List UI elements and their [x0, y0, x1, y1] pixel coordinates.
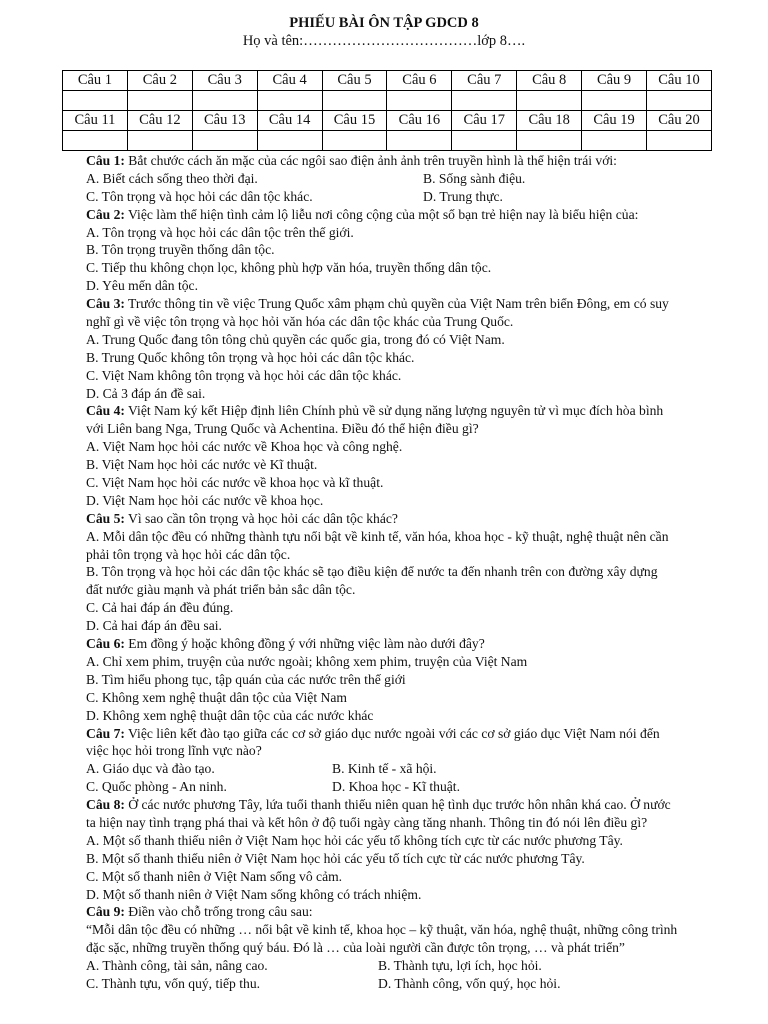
answer-cell[interactable]	[127, 131, 192, 151]
question-5-stem	[86, 510, 746, 528]
question-text: Ở các nước phương Tây, lứa tuổi thanh thiếu niên quan hệ tình dục trước hôn nhân khá cao. Ở nước	[124, 797, 671, 813]
answer-cell[interactable]	[63, 91, 128, 111]
option-c: C. Tôn trọng và học hỏi các dân tộc khác.	[86, 188, 313, 204]
question-label: Câu 5:	[86, 510, 125, 526]
option-d: D. Không xem nghệ thuật dân tộc của các nước khác	[86, 707, 374, 723]
question-text: Bắt chước cách ăn mặc của các ngôi sao điện ảnh ảnh trên truyền hình là thể hiện trái với:	[124, 153, 617, 168]
question-label: Câu 9:	[86, 904, 125, 920]
answer-cell[interactable]	[257, 91, 322, 111]
option-b: B. Một số thanh thiếu niên ở Việt Nam học hỏi các yếu tố tích cực từ các nước phương Tây.	[86, 850, 585, 866]
question-label: Câu 8:	[86, 797, 125, 813]
option-d: D. Một số thanh niên ở Việt Nam sống không có trách nhiệm.	[86, 886, 422, 902]
option-b: B. Tìm hiểu phong tục, tập quán của các nước trên thế giới	[86, 671, 406, 687]
question-9-stem	[86, 903, 746, 921]
question-text: Việc liên kết đào tạo giữa các cơ sở giáo dục nước ngoài với các cơ sở giáo dục Việt Nam nói đến	[124, 725, 660, 741]
answer-cell[interactable]	[192, 91, 257, 111]
answer-cell[interactable]	[387, 131, 452, 151]
option-b-continued: đất nước giàu mạnh và phát triển bản sắc dân tộc.	[86, 582, 356, 598]
answer-header-cell: Câu 11	[63, 111, 128, 131]
option-d: D. Yêu mến dân tộc.	[86, 278, 198, 294]
answer-header-cell: Câu 17	[452, 111, 517, 131]
answer-header-cell: Câu 4	[257, 71, 322, 91]
answer-cell[interactable]	[517, 91, 582, 111]
question-1-stem	[86, 152, 746, 170]
answer-header-cell: Câu 15	[322, 111, 387, 131]
question-text: Vì sao cần tôn trọng và học hỏi các dân tộc khác?	[124, 510, 398, 526]
answer-header-cell: Câu 6	[387, 71, 452, 91]
question-6-stem	[86, 635, 746, 653]
question-1-options-cd	[86, 188, 746, 206]
question-text: Việt Nam ký kết Hiệp định liên Chính phủ về sử dụng năng lượng nguyên tử vì mục đích hòa bình	[124, 403, 664, 419]
question-text: Trước thông tin về việc Trung Quốc xâm phạm chủ quyền của Việt Nam trên biển Đông, em có suy	[124, 296, 669, 312]
question-4-stem	[86, 402, 746, 420]
option-d: D. Trung thực.	[423, 188, 503, 204]
answer-header-cell: Câu 2	[127, 71, 192, 91]
answer-cell[interactable]	[387, 91, 452, 111]
questions-body	[86, 152, 746, 993]
answer-header-cell: Câu 12	[127, 111, 192, 131]
option-c: C. Một số thanh niên ở Việt Nam sống vô cảm.	[86, 868, 343, 884]
option-b: B. Thành tựu, lợi ích, học hỏi.	[378, 958, 542, 974]
option-d: D. Thành công, vốn quý, học hỏi.	[378, 975, 561, 991]
option-d: D. Việt Nam học hỏi các nước về khoa học.	[86, 492, 324, 508]
answer-header-cell: Câu 14	[257, 111, 322, 131]
answer-cell[interactable]	[127, 91, 192, 111]
question-text: Điền vào chỗ trống trong câu sau:	[124, 904, 313, 920]
option-d: D. Cả hai đáp án đều sai.	[86, 618, 222, 634]
answer-header-cell: Câu 16	[387, 111, 452, 131]
question-9-options-cd	[86, 975, 746, 993]
option-b: B. Tôn trọng và học hỏi các dân tộc khác sẽ tạo điều kiện để nước ta đến nhanh trên con đường xây dựng	[86, 564, 658, 580]
question-label: Câu 2:	[86, 206, 125, 222]
answer-header-cell: Câu 9	[582, 71, 647, 91]
answer-header-cell: Câu 8	[517, 71, 582, 91]
question-7-options-ab	[86, 760, 746, 778]
answer-cell[interactable]	[647, 91, 712, 111]
answer-cell[interactable]	[452, 131, 517, 151]
option-a: A. Thành công, tài sản, nâng cao.	[86, 958, 268, 974]
answer-cell[interactable]	[517, 131, 582, 151]
option-c: C. Việt Nam không tôn trọng và học hỏi các dân tộc khác.	[86, 367, 402, 383]
question-text-continued: ta hiện nay tình trạng phá thai và kết hôn ở độ tuổi ngày càng tăng nhanh. Thông tin đó nói lên điều gì?	[86, 814, 648, 830]
answer-header-cell: Câu 5	[322, 71, 387, 91]
answer-cell[interactable]	[322, 91, 387, 111]
fill-in-quote-continued: đặc sặc, những truyền thống quý báu. Đó là … của loài người cần được tôn trọng, … và phát triển”	[86, 940, 625, 956]
option-a-continued: phải tôn trọng và học hỏi các dân tộc.	[86, 546, 291, 562]
answer-cell[interactable]	[582, 131, 647, 151]
answer-header-cell: Câu 18	[517, 111, 582, 131]
answer-cell[interactable]	[257, 131, 322, 151]
question-text: Em đồng ý hoặc không đồng ý với những việc làm nào dưới đây?	[124, 636, 485, 652]
answer-header-cell: Câu 1	[63, 71, 128, 91]
answer-header-cell: Câu 10	[647, 71, 712, 91]
answer-cell[interactable]	[192, 131, 257, 151]
option-a: A. Mỗi dân tộc đều có những thành tựu nổi bật về kinh tế, văn hóa, khoa học - kỹ thuật, nghệ thuật nên cần	[86, 528, 669, 544]
option-b: B. Trung Quốc không tôn trọng và học hỏi các dân tộc khác.	[86, 349, 415, 365]
question-1-options-ab	[86, 170, 746, 188]
answer-header-cell: Câu 3	[192, 71, 257, 91]
option-c: C. Tiếp thu không chọn lọc, không phù hợp văn hóa, truyền thống dân tộc.	[86, 260, 492, 276]
answer-cell[interactable]	[647, 131, 712, 151]
question-3-stem	[86, 295, 746, 313]
question-label: Câu 7:	[86, 725, 125, 741]
answer-blank-row-2	[63, 131, 712, 151]
question-2-stem	[86, 206, 746, 224]
question-text-continued: việc học hỏi trong lĩnh vực nào?	[86, 743, 262, 759]
question-label: Câu 6:	[86, 636, 125, 652]
question-text: Việc làm thể hiện tình cảm lộ liễu nơi công cộng của một số bạn trẻ hiện nay là biểu hiện của:	[124, 206, 639, 222]
answer-header-cell: Câu 7	[452, 71, 517, 91]
worksheet-header	[0, 14, 768, 50]
answer-cell[interactable]	[582, 91, 647, 111]
option-b: B. Sống sành điệu.	[423, 170, 526, 186]
option-c: C. Quốc phòng - An ninh.	[86, 779, 227, 795]
answer-blank-row-1	[63, 91, 712, 111]
option-b: B. Kinh tế - xã hội.	[332, 761, 437, 777]
question-9-options-ab	[86, 957, 746, 975]
option-a: A. Giáo dục và đào tạo.	[86, 761, 215, 777]
option-c: C. Việt Nam học hỏi các nước về khoa học và kĩ thuật.	[86, 475, 384, 491]
option-c: C. Cả hai đáp án đều đúng.	[86, 600, 234, 616]
option-b: B. Việt Nam học hỏi các nước vè Kĩ thuật.	[86, 457, 318, 473]
option-d: D. Khoa học - Kĩ thuật.	[332, 779, 460, 795]
answer-header-row-2	[63, 111, 712, 131]
option-c: C. Thành tựu, vốn quý, tiếp thu.	[86, 975, 261, 991]
answer-header-row-1	[63, 71, 712, 91]
question-text-continued: với Liên bang Nga, Trung Quốc và Achentina. Điều đó thể hiện điều gì?	[86, 421, 479, 437]
option-c: C. Không xem nghệ thuật dân tộc của Việt Nam	[86, 689, 347, 705]
answer-table	[62, 70, 712, 151]
option-a: A. Một số thanh thiếu niên ở Việt Nam học hỏi các yếu tố không tích cực từ các nước phương Tây.	[86, 832, 623, 848]
answer-cell[interactable]	[322, 131, 387, 151]
question-label: Câu 4:	[86, 403, 125, 419]
answer-header-cell: Câu 20	[647, 111, 712, 131]
option-a: A. Việt Nam học hỏi các nước về Khoa học và công nghệ.	[86, 439, 403, 455]
option-a: A. Tôn trọng và học hỏi các dân tộc trên thế giới.	[86, 224, 354, 240]
fill-in-quote: “Mỗi dân tộc đều có những … nổi bật về kinh tế, khoa học – kỹ thuật, văn hóa, nghệ thuật, những công trình	[86, 922, 678, 938]
option-d: D. Cả 3 đáp án đề sai.	[86, 385, 206, 401]
option-a: A. Chỉ xem phim, truyện của nước ngoài; không xem phim, truyện của Việt Nam	[86, 653, 528, 669]
question-text-continued: nghĩ gì về việc tôn trọng và học hỏi văn hóa các dân tộc khác của Trung Quốc.	[86, 314, 514, 330]
answer-header-cell: Câu 13	[192, 111, 257, 131]
question-7-options-cd	[86, 778, 746, 796]
question-8-stem	[86, 796, 746, 814]
answer-cell[interactable]	[452, 91, 517, 111]
option-a: A. Trung Quốc đang tôn tông chủ quyền các quốc gia, trong đó có Việt Nam.	[86, 331, 505, 347]
option-b: B. Tôn trọng truyền thống dân tộc.	[86, 242, 275, 258]
answer-cell[interactable]	[63, 131, 128, 151]
worksheet-title: PHIẾU BÀI ÔN TẬP GDCD 8	[289, 15, 479, 31]
student-info-line: Họ và tên:………………………………lớp 8….	[242, 33, 526, 49]
question-7-stem	[86, 725, 746, 743]
question-label: Câu 1:	[86, 153, 125, 168]
answer-header-cell: Câu 19	[582, 111, 647, 131]
option-a: A. Biết cách sống theo thời đại.	[86, 170, 258, 186]
question-label: Câu 3:	[86, 296, 125, 312]
